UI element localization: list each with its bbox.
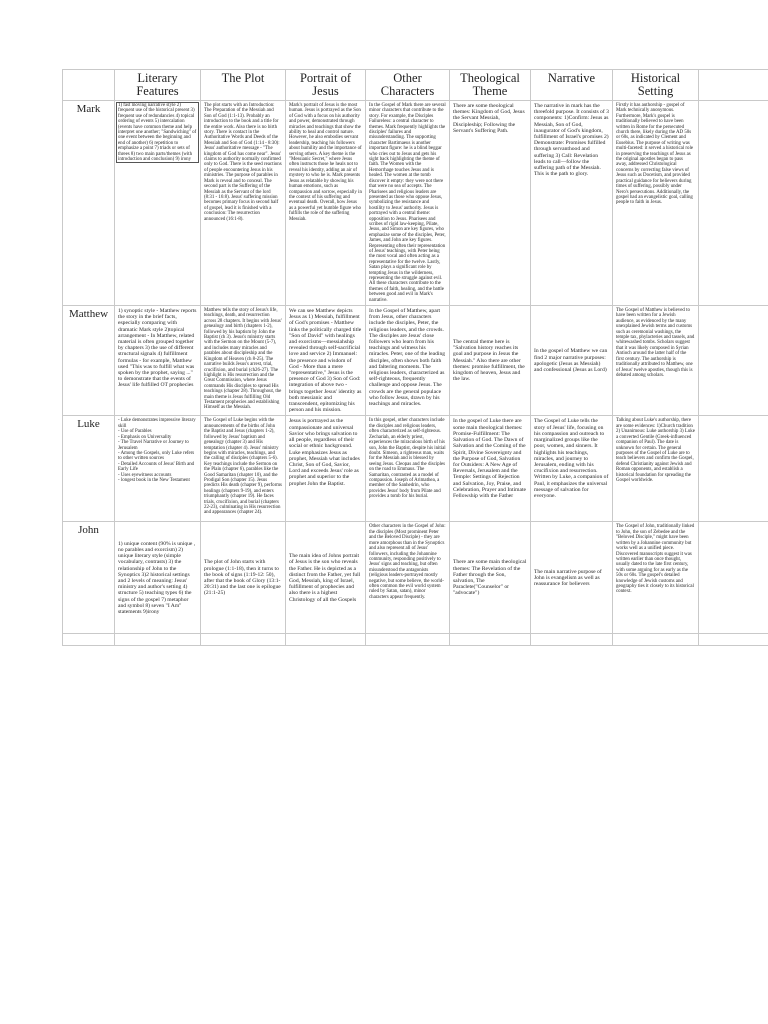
luke-narrative-cell: The Gospel of Luke tells the story of Jesus' life, focusing on his compassion and outreach to marginalized groups like the poor, women, and sinners. It highlights his teachings, miracles, and journey to Jerusalem, ending with his crucifixion and resurrection. Written by Luke, a companion of Paul, it emphasizes the universal message of salvation for everyone. [531, 416, 613, 522]
table-row-john [63, 522, 768, 634]
column-header-theological-theme: Theological Theme [450, 70, 531, 101]
empty-cell [63, 634, 115, 646]
john-plot-cell: The plot of John starts with prologue (1:1-18), then it turns to the book of signs (1:19-12: 50), after that the book of Glory (13:1-20:31) and the last one is epilogue (21:1-25) [201, 522, 286, 634]
corner-cell [63, 70, 115, 101]
column-header-portrait-of-jesus: Portrait of Jesus [286, 70, 366, 101]
column-header-narrative: Narrative [531, 70, 613, 101]
matthew-historical-setting-cell: The Gospel of Matthew is believed to have been written for a Jewish audience, as evidenced by the many unexplained Jewish terms and customs such as ceremonial washings, the temple tax, phylacteries and tassels, and whitewashed tombs. Scholars suggest that it was likely composed in Syrian Antioch around the latter half of the first century. The authorship is traditionally attributed to Matthew, one of Jesus' twelve apostles, though this is debated among scholars. [613, 306, 699, 416]
mark-theological-theme-cell: There are some theological themes: Kingdom of God, Jesus the Servant Messiah, Discipleship; Following the Servant's Suffering Path. [450, 101, 531, 306]
luke-empty-cell [699, 416, 768, 522]
empty-cell [115, 634, 201, 646]
john-empty-cell [699, 522, 768, 634]
luke-plot-cell: The Gospel of Luke begins with the announcements of the births of John the Baptist and Jesus (chapters 1-2), followed by Jesus' baptism and genealogy (chapter 3) and His temptation (chapter 4). Jesus' ministry begins with miracles, teachings, and the calling of disciples (chapters 5-6). Key teachings include the Sermon on the Plain (chapter 6), parables like the Good Samaritan (chapter 10), and the Prodigal Son (chapter 15). Jesus predicts His death (chapter 9), performs healings (chapters 9-19), and enters triumphantly (chapter 19). He faces trials, crucifixion, and burial (chapters 22-23), culminating in His resurrection and appearances (chapter 24). [201, 416, 286, 522]
matthew-plot-cell: Matthew tells the story of Jesus's life, teachings, death, and resurrection across 28 chapters. It begins with Jesus' genealogy and birth (chapters 1-2), followed by his baptism by John the Baptist (ch 3). Jesus's ministry starts with the Sermon on the Mount (5-7), and includes many miracles and parables about discipleship and the Kingdom of Heaven (ch 8-25). The narrative builds Jesus's arrest, trial, crucifixion, and burial (ch26-27). The highlight is His resurrection and the Great Commission, where Jesus commands His disciples to spread His teachings (chapter 28). Throughout, the main theme is Jesus fulfilling Old Testament prophecies and establishing Himself as the Messiah. [201, 306, 286, 416]
table-row-luke [63, 416, 768, 522]
gospels-comparison-table [62, 69, 768, 615]
column-header-the-plot: The Plot [201, 70, 286, 101]
luke-historical-setting-cell: Talking about Luke's authorship, there are some evidences: 1)Church tradition 2) Unanimous: Luke authorship 3) Luke a converted Gentile (Greek-influenced companion of Paul). The date is unknown for certain. The general purposes of the Gospel of Luke are to teach believers and confirm the Gospel, defend Christianity against Jewish and Roman opponents, and establish a historical foundation for spreading the Gospel worldwide. [613, 416, 699, 522]
row-label-luke: Luke [63, 416, 115, 522]
mark-plot-cell: The plot starts with an Introduction: The Preparation of the Messiah and Son of God (1:1-13). Probably an introduction to the book and a title for the entire work. Also there is no birth story. There is contact in the Authoritative Words and Deeds of the Messiah and Son of God (1:14 - 8:30): Jesus' authoritative message - "The kingdom of God has come near". Jesus' claims to authority normally confirmed only to God. There is the seed reactions of people encountering Jesus in his ministries. The purpose of parables in Mark is reveal and to conceal. The second part is the Suffering of the Messiah as the Servant of the lord (8:31 - 16:8). Jesus' suffering mission becomes primary focus in second half of gospel, lead it is finished with a conclusion: The resurrection announced (16:1-8). [201, 101, 286, 306]
matthew-narrative-cell: In the gospel of Matthew we can find 2 major narrative purposes: apologetic (Jesus as Messiah) and confessional (Jesus as Lord) [531, 306, 613, 416]
matthew-portrait-cell: We can see Matthew depicts Jesus as 1) Messiah, fulfillment of God's promises - Matthew links the politically charged title "Son of David" with healings and exorcisms—messiahship revealed through self-sacrificial love and service 2) Immanuel: the presence and wisdom of God - More than a mere "representative," Jesus is the presence of God 3) Son of God: integration of above two - brings together Jesus' identity as both messianic and transcendent, epitomizing his person and his mission. [286, 306, 366, 416]
empty-header-cell [699, 70, 768, 101]
empty-cell [201, 634, 286, 646]
luke-portrait-cell: Jesus is portrayed as the compassionate and universal Savior who brings salvation to all people, regardless of their social or ethnic background. Luke emphasizes Jesus as prophet, Messiah what includes Christ, Son of God, Savior, Lord and exceeds Jesus' role as prophet and superior to the prophet John the Baptist. [286, 416, 366, 522]
table-row-empty [63, 634, 768, 646]
mark-empty-cell [699, 101, 768, 306]
john-portrait-cell: The main idea of Johns portrait of Jesus is the son who reveals the Father. He is depicted as a distinct from the Father, yet full God, Messiah, king of Israel, fulfillment of prophecies and also there is a highest Christology of all the Gospels [286, 522, 366, 634]
mark-historical-setting-cell: Firstly it has authorship - gospel of Mark technically anonymous. Furthermore, Mark's gospel is traditionally believed to have been written in Rome for the persecuted church there, likely during the AD 50s or 60s, as indicated by Clement and Eusebius. The purpose of writing was multi-faceted: it served a historical role in preserving the teachings of Jesus as the original apostles began to pass away, addressed Christological concerns by correcting false views of Jesus such as Docetism, and provided practical guidance for believers during times of suffering, possibly under Nero's persecutions. Additionally, the gospel had an evangelistic goal, calling people to faith in Jesus. [613, 101, 699, 306]
john-theological-theme-cell: There are some main theological themes: The Revelation of the Father through the Son, salvation, The Paraclete("Counselor" or "advocate") [450, 522, 531, 634]
john-literary-features-cell: 1) unique content (90% is unique , no parables and exorcism) 2) unique literary style (simple vocabulary, contrasts) 3) the relationship of John to the Synoptics 3)2 historical settings and 2 levels of meaning: Jesus' ministry and author's setting 4) structure 5) teaching types 6) the signs of the gospel 7) metaphor and symbol 8) seven "I Am" statements 9)irony [115, 522, 201, 634]
empty-cell [613, 634, 699, 646]
row-label-john: John [63, 522, 115, 634]
john-narrative-cell: The main narrative purpose of John is evangelism as well as reassurance for believers [531, 522, 613, 634]
row-label-mark: Mark [63, 101, 115, 306]
empty-cell [286, 634, 366, 646]
mark-other-characters-cell: In the Gospel of Mark there are several minor characters that contribute to the story. For example, the Disciples Failureless: a central character to themes. Mark frequently highlights the disciples' failures and misunderstanding. The supporting character Bartimaeus is another important figure: he is a blind beggar who cries out to Jesus and gets his sight back highlighting the theme of faith. The Women with the Hemorrhage touches Jesus and is healed. The women at the tomb discover it empty: they were not there that were no sea of accepts. The Pharisees and religious leaders are presented as those who oppose Jesus, symbolizing the resistance and hostility to Jesus' authority. Jesus is portrayed with a central theme: opposition to Jesus. Pharisees and scribes of rigid law-keeping, Pilate, Jesus, and Simon are key figures, who emphasize some of the disciples, Peter, James, and John are key figures. Representing often their representation of Jesus' teachings, with Peter being the most vocal and often acting as a representative for the twelve. Lastly, Satan plays a significant role by tempting Jesus in the wilderness, representing the struggle against evil. All these characters contribute to the themes of faith, healing, and the battle between good and evil in Mark's narrative. [366, 101, 450, 306]
matthew-literary-features-cell: 1) synoptic style - Matthew reports the story in the brief facts, especially comparing with dramatic Mark style 2)topical arrangement - In Matthew, related material is often grouped together by chapters 3) the use of different structural signals 4) fulfillment formulas - for example, Matthew used "This was to fulfill what was spoken by the prophet, saying ..." to demonstrate that the events of Jesus' life fulfilled OT prophecies [115, 306, 201, 416]
luke-other-characters-cell: In this gospel, other characters include the disciples and religious leaders, often characterized as self-righteous. Zechariah, an elderly priest, experiences the miraculous birth of his son, John the Baptist, despite his initial doubt. Simeon, a righteous man, waits for the Messiah and is blessed by seeing Jesus. Cleopas and the disciples on the road to Emmaus. The Samaritan, contrasted as a model of compassion. Joseph of Arimathea, a member of the Sanhedrin, who provides Jesus' body from Pilate and provides a tomb for his burial. [366, 416, 450, 522]
mark-narrative-cell: The narrative in mark has the threefold purpose. It consists of 3 components: 1)Confirm: Jesus as Messiah, Son of God, inaugurator of God's kingdom, fulfillment of Israel's promises 2) Demonstrate: Promises fulfilled through servanthood and suffering 3) Call: Revelation leads to call—follow the suffering path of the Messiah. This is the path to glory. [531, 101, 613, 306]
luke-literary-features-cell: - Luke demonstrates impressive literary skill - Use of Parables - Emphasis on Universality - The Travel Narrative or Journey to Jerusalem - Among the Gospels, only Luke refers to other written sources - Detailed Accounts of Jesus' Birth and Early Life - Uses eyewitness accounts - longest book in the New Testament [115, 416, 201, 522]
empty-cell [699, 634, 768, 646]
column-header-literary-features: Literary Features [115, 70, 201, 101]
mark-literary-features-text: 1) fast moving narrative style 2) frequent use of the historical present 3) frequent use of redundancies 4) topical ordering of events 5) intercalation (events have common theme and help interpret one another; "Sandwiching" of one event between the beginning and end of another) 6) repetition to emphasize a point 7) triads or sets of threes 8) two main parts/themes (with introduction and conclusion) 9) irony [116, 102, 199, 163]
john-other-characters-cell: Other characters in the Gospel of John: the disciples (Most prominent Peter and the Beloved Disciple) - they are more amorphous than in the Synoptics and also represent all of Jesus' followers, including the Johannine community, responding positively to Jesus' signs and teaching, but often misunderstood the antagonists (religious leaders-portrayed mostly negative, but some believe, the world-often common the evil world system ruled by Satan, satan), minor characters appear frequently. [366, 522, 450, 634]
empty-cell [531, 634, 613, 646]
mark-literary-features-cell [115, 101, 201, 306]
table-row-mark [63, 101, 768, 306]
mark-portrait-cell: Mark's portrait of Jesus is the most human. Jesus is portrayed as the Son of God with a focus on his authority and power, demonstrated through miracles and teachings that show the ability to heal and control nature. However, he also embodies servant leadership, teaching his followers about humility and the importance of serving others. A key theme is the "Messianic Secret," where Jesus often instructs those he heals not to reveal his identity, adding an air of mystery to who he is. Mark presents Jesus as relatable by showing his human emotions, such as compassion and sorrow, especially in the context of his suffering and eventual death. Overall, how Jesus as a powerful yet humble figure who fulfills the role of the suffering Messiah. [286, 101, 366, 306]
matthew-theological-theme-cell: The central theme here is "Salvation history reaches its goal and purpose in Jesus the Messiah." Also there are other themes: promise fulfillment, the kingdom of heaven, Jesus and the law. [450, 306, 531, 416]
table-row-matthew [63, 306, 768, 416]
luke-theological-theme-cell: In the gospel of Luke there are some main theological themes: Promise-Fulfillment: The Salvation of God. The Dawn of Salvation and the Coming of the Spirit, Divine Sovereignty and the Purpose of God, Salvation for Outsiders: A New Age of Reversals, Jerusalem and the Temple: Settings of Rejection and Salvation, Joy, Praise, and Celebration, Prayer and Intimate Fellowship with the Father [450, 416, 531, 522]
row-label-matthew: Matthew [63, 306, 115, 416]
empty-cell [366, 634, 450, 646]
empty-cell [450, 634, 531, 646]
column-header-other-characters: Other Characters [366, 70, 450, 101]
matthew-other-characters-cell: In the Gospel of Matthew, apart from Jesus, other characters include the disciples, Peter, the religious leaders, and the crowds. The disciples are Jesus' close followers who learn from his teachings and witness his miracles. Peter, one of the leading disciples, often shows both faith and faltering moments. The religious leaders, characterized as self-righteous, frequently challenge and oppose Jesus. The crowds are the general populace who follow Jesus, drawn by his teachings and miracles. [366, 306, 450, 416]
matthew-empty-cell [699, 306, 768, 416]
john-historical-setting-cell: The Gospel of John, traditionally linked to John, the son of Zebedee and the "Beloved Disciple," might have been written by a Johannine community but works well as a unified piece. Discovered manuscripts suggest it was written earlier than once thought, usually dated to the late first century, with some arguing for as early as the 50s or 60s. The gospel's detailed knowledge of Jewish customs and geography ties it closely to its historical context. [613, 522, 699, 634]
column-header-historical-setting: Historical Setting [613, 70, 699, 101]
